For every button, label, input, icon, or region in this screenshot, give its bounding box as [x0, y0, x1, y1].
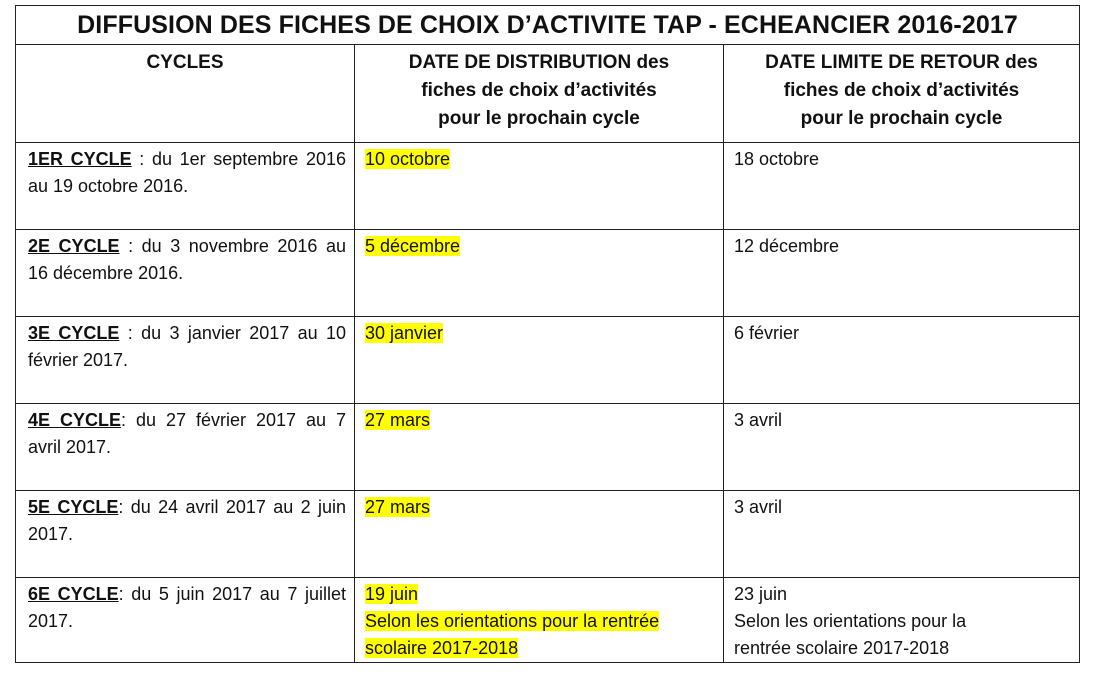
return-line: 6 février: [734, 323, 800, 343]
header-retour-line: DATE LIMITE DE RETOUR des: [765, 52, 1038, 73]
highlighted-date: 10 octobre: [365, 149, 451, 169]
highlighted-date: 27 mars: [365, 497, 431, 517]
cycle-name: 4E CYCLE: [28, 410, 121, 430]
return-date-cell: [724, 404, 1080, 491]
distribution-line: [365, 146, 715, 173]
cycle-period: : du 3 novembre 2016 au 16 décembre 2016.: [28, 236, 346, 283]
distribution-line: [365, 581, 715, 608]
distribution-date-cell: [355, 230, 724, 317]
distribution-date-cell: [355, 317, 724, 404]
table-body: [16, 143, 1080, 663]
distribution-line: [365, 608, 715, 635]
table-row: [16, 491, 1080, 578]
cycle-period: : du 27 février 2017 au 7 avril 2017.: [28, 410, 346, 457]
highlighted-date: 5 décembre: [365, 236, 461, 256]
cycle-cell: [16, 317, 355, 404]
distribution-line: [365, 635, 715, 662]
return-line: 23 juin: [734, 584, 788, 604]
cycle-cell: [16, 491, 355, 578]
cycle-name: 2E CYCLE: [28, 236, 120, 256]
return-date-cell: [724, 143, 1080, 230]
cycle-cell: [16, 230, 355, 317]
return-date-cell: [724, 230, 1080, 317]
table-row: [16, 404, 1080, 491]
header-cycles: [16, 45, 355, 143]
header-retour-line: fiches de choix d’activités: [783, 80, 1020, 101]
header-distribution-line: DATE DE DISTRIBUTION des: [408, 52, 670, 73]
header-retour-line: pour le prochain cycle: [800, 108, 1003, 129]
return-date-cell: [724, 491, 1080, 578]
return-line: 18 octobre: [734, 149, 820, 169]
cycle-name: 1ER CYCLE: [28, 149, 132, 169]
return-date-cell: [724, 578, 1080, 663]
highlighted-date: Selon les orientations pour la rentrée: [365, 611, 660, 631]
cycle-period: : du 5 juin 2017 au 7 juillet 2017.: [28, 584, 346, 631]
table-row: [16, 143, 1080, 230]
distribution-line: [365, 320, 715, 347]
header-cycles-line: CYCLES: [146, 52, 224, 73]
highlighted-date: 19 juin: [365, 584, 419, 604]
cycle-period: : du 1er septembre 2016 au 19 octobre 2016.: [28, 149, 346, 196]
distribution-date-cell: [355, 491, 724, 578]
document-title: DIFFUSION DES FICHES DE CHOIX D’ACTIVITE TAP - ECHEANCIER 2016-2017: [16, 6, 1080, 45]
header-retour: [724, 45, 1080, 143]
header-row: [16, 45, 1080, 143]
table-row: [16, 230, 1080, 317]
highlighted-date: scolaire 2017-2018: [365, 638, 519, 658]
highlighted-date: 27 mars: [365, 410, 431, 430]
cycle-period: : du 24 avril 2017 au 2 juin 2017.: [28, 497, 346, 544]
distribution-date-cell: [355, 578, 724, 663]
cycle-period: : du 3 janvier 2017 au 10 février 2017.: [28, 323, 346, 370]
title-row: [16, 6, 1080, 45]
return-date-cell: [724, 317, 1080, 404]
cycle-name: 6E CYCLE: [28, 584, 119, 604]
distribution-line: [365, 407, 715, 434]
table-row: [16, 578, 1080, 663]
table-row: [16, 317, 1080, 404]
return-line: Selon les orientations pour la: [734, 611, 967, 631]
highlighted-date: 30 janvier: [365, 323, 444, 343]
distribution-line: [365, 494, 715, 521]
cycle-name: 3E CYCLE: [28, 323, 120, 343]
header-distribution-line: fiches de choix d’activités: [421, 80, 657, 101]
return-line: 3 avril: [734, 410, 783, 430]
return-line: 12 décembre: [734, 236, 840, 256]
distribution-date-cell: [355, 404, 724, 491]
cycle-name: 5E CYCLE: [28, 497, 119, 517]
return-line: rentrée scolaire 2017-2018: [734, 638, 950, 658]
distribution-line: [365, 233, 715, 260]
cycle-cell: [16, 404, 355, 491]
cycle-cell: [16, 578, 355, 663]
header-distribution: [355, 45, 724, 143]
distribution-date-cell: [355, 143, 724, 230]
header-distribution-line: pour le prochain cycle: [438, 108, 640, 129]
cycle-cell: [16, 143, 355, 230]
return-line: 3 avril: [734, 497, 783, 517]
schedule-table: [15, 5, 1080, 663]
